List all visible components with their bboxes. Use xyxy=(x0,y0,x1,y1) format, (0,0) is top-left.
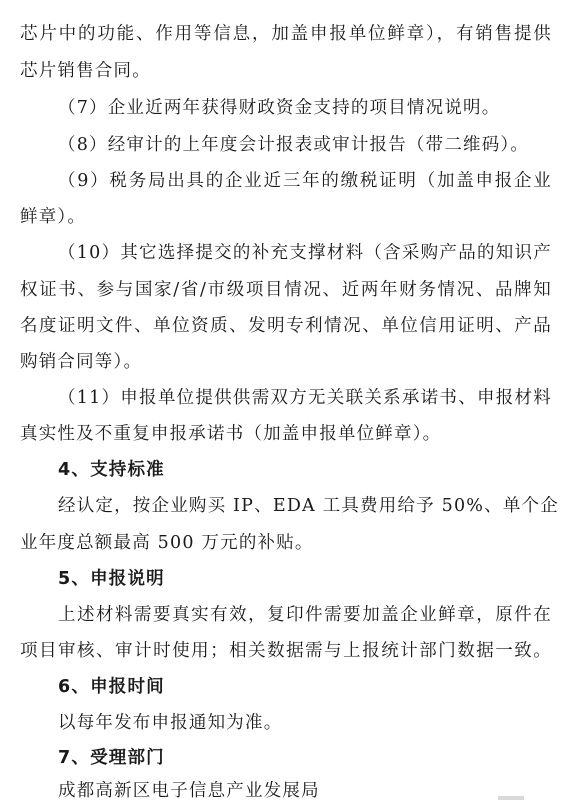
paragraph-line: 成都高新区电子信息产业发展局 xyxy=(58,781,320,801)
paragraph-line: 鲜章）。 xyxy=(20,207,87,227)
paragraph-line: 以每年发布申报通知为准。 xyxy=(58,713,283,733)
section-heading-support-standard: 4、支持标准 xyxy=(58,460,165,480)
page-edge-mark xyxy=(498,796,524,800)
paragraph-line: 经认定，按企业购买 IP、EDA 工具费用给予 50%、单个企 xyxy=(58,496,559,516)
paragraph-line: 上述材料需要真实有效，复印件需要加盖企业鲜章，原件在 xyxy=(58,605,552,625)
paragraph-line: 名度证明文件、单位资质、发明专利情况、单位信用证明、产品 xyxy=(20,316,552,336)
list-item-7: （7）企业近两年获得财政资金支持的项目情况说明。 xyxy=(58,98,501,118)
section-heading-accepting-department: 7、受理部门 xyxy=(58,748,165,768)
paragraph-line: 购销合同等）。 xyxy=(20,352,143,372)
section-heading-application-notes: 5、申报说明 xyxy=(58,569,165,589)
section-heading-application-time: 6、申报时间 xyxy=(58,677,165,697)
list-item-9: （9）税务局出具的企业近三年的缴税证明（加盖申报企业 xyxy=(58,171,552,191)
list-item-8: （8）经审计的上年度会计报表或审计报告（带二维码）。 xyxy=(58,135,530,155)
list-item-10: （10）其它选择提交的补充支撑材料（含采购产品的知识产 xyxy=(58,243,552,263)
paragraph-line: 项目审核、审计时使用；相关数据需与上报统计部门数据一致。 xyxy=(20,641,552,661)
paragraph-line: 业年度总额最高 500 万元的补贴。 xyxy=(20,533,314,553)
paragraph-line: 真实性及不重复申报承诺书（加盖申报单位鲜章）。 xyxy=(20,424,442,444)
paragraph-line: 芯片中的功能、作用等信息，加盖申报单位鲜章），有销售提供 xyxy=(20,24,552,44)
list-item-11: （11）申报单位提供供需双方无关联关系承诺书、申报材料 xyxy=(58,388,552,408)
paragraph-line: 权证书、参与国家/省/市级项目情况、近两年财务情况、品牌知 xyxy=(20,280,552,300)
paragraph-line: 芯片销售合同。 xyxy=(20,61,151,81)
